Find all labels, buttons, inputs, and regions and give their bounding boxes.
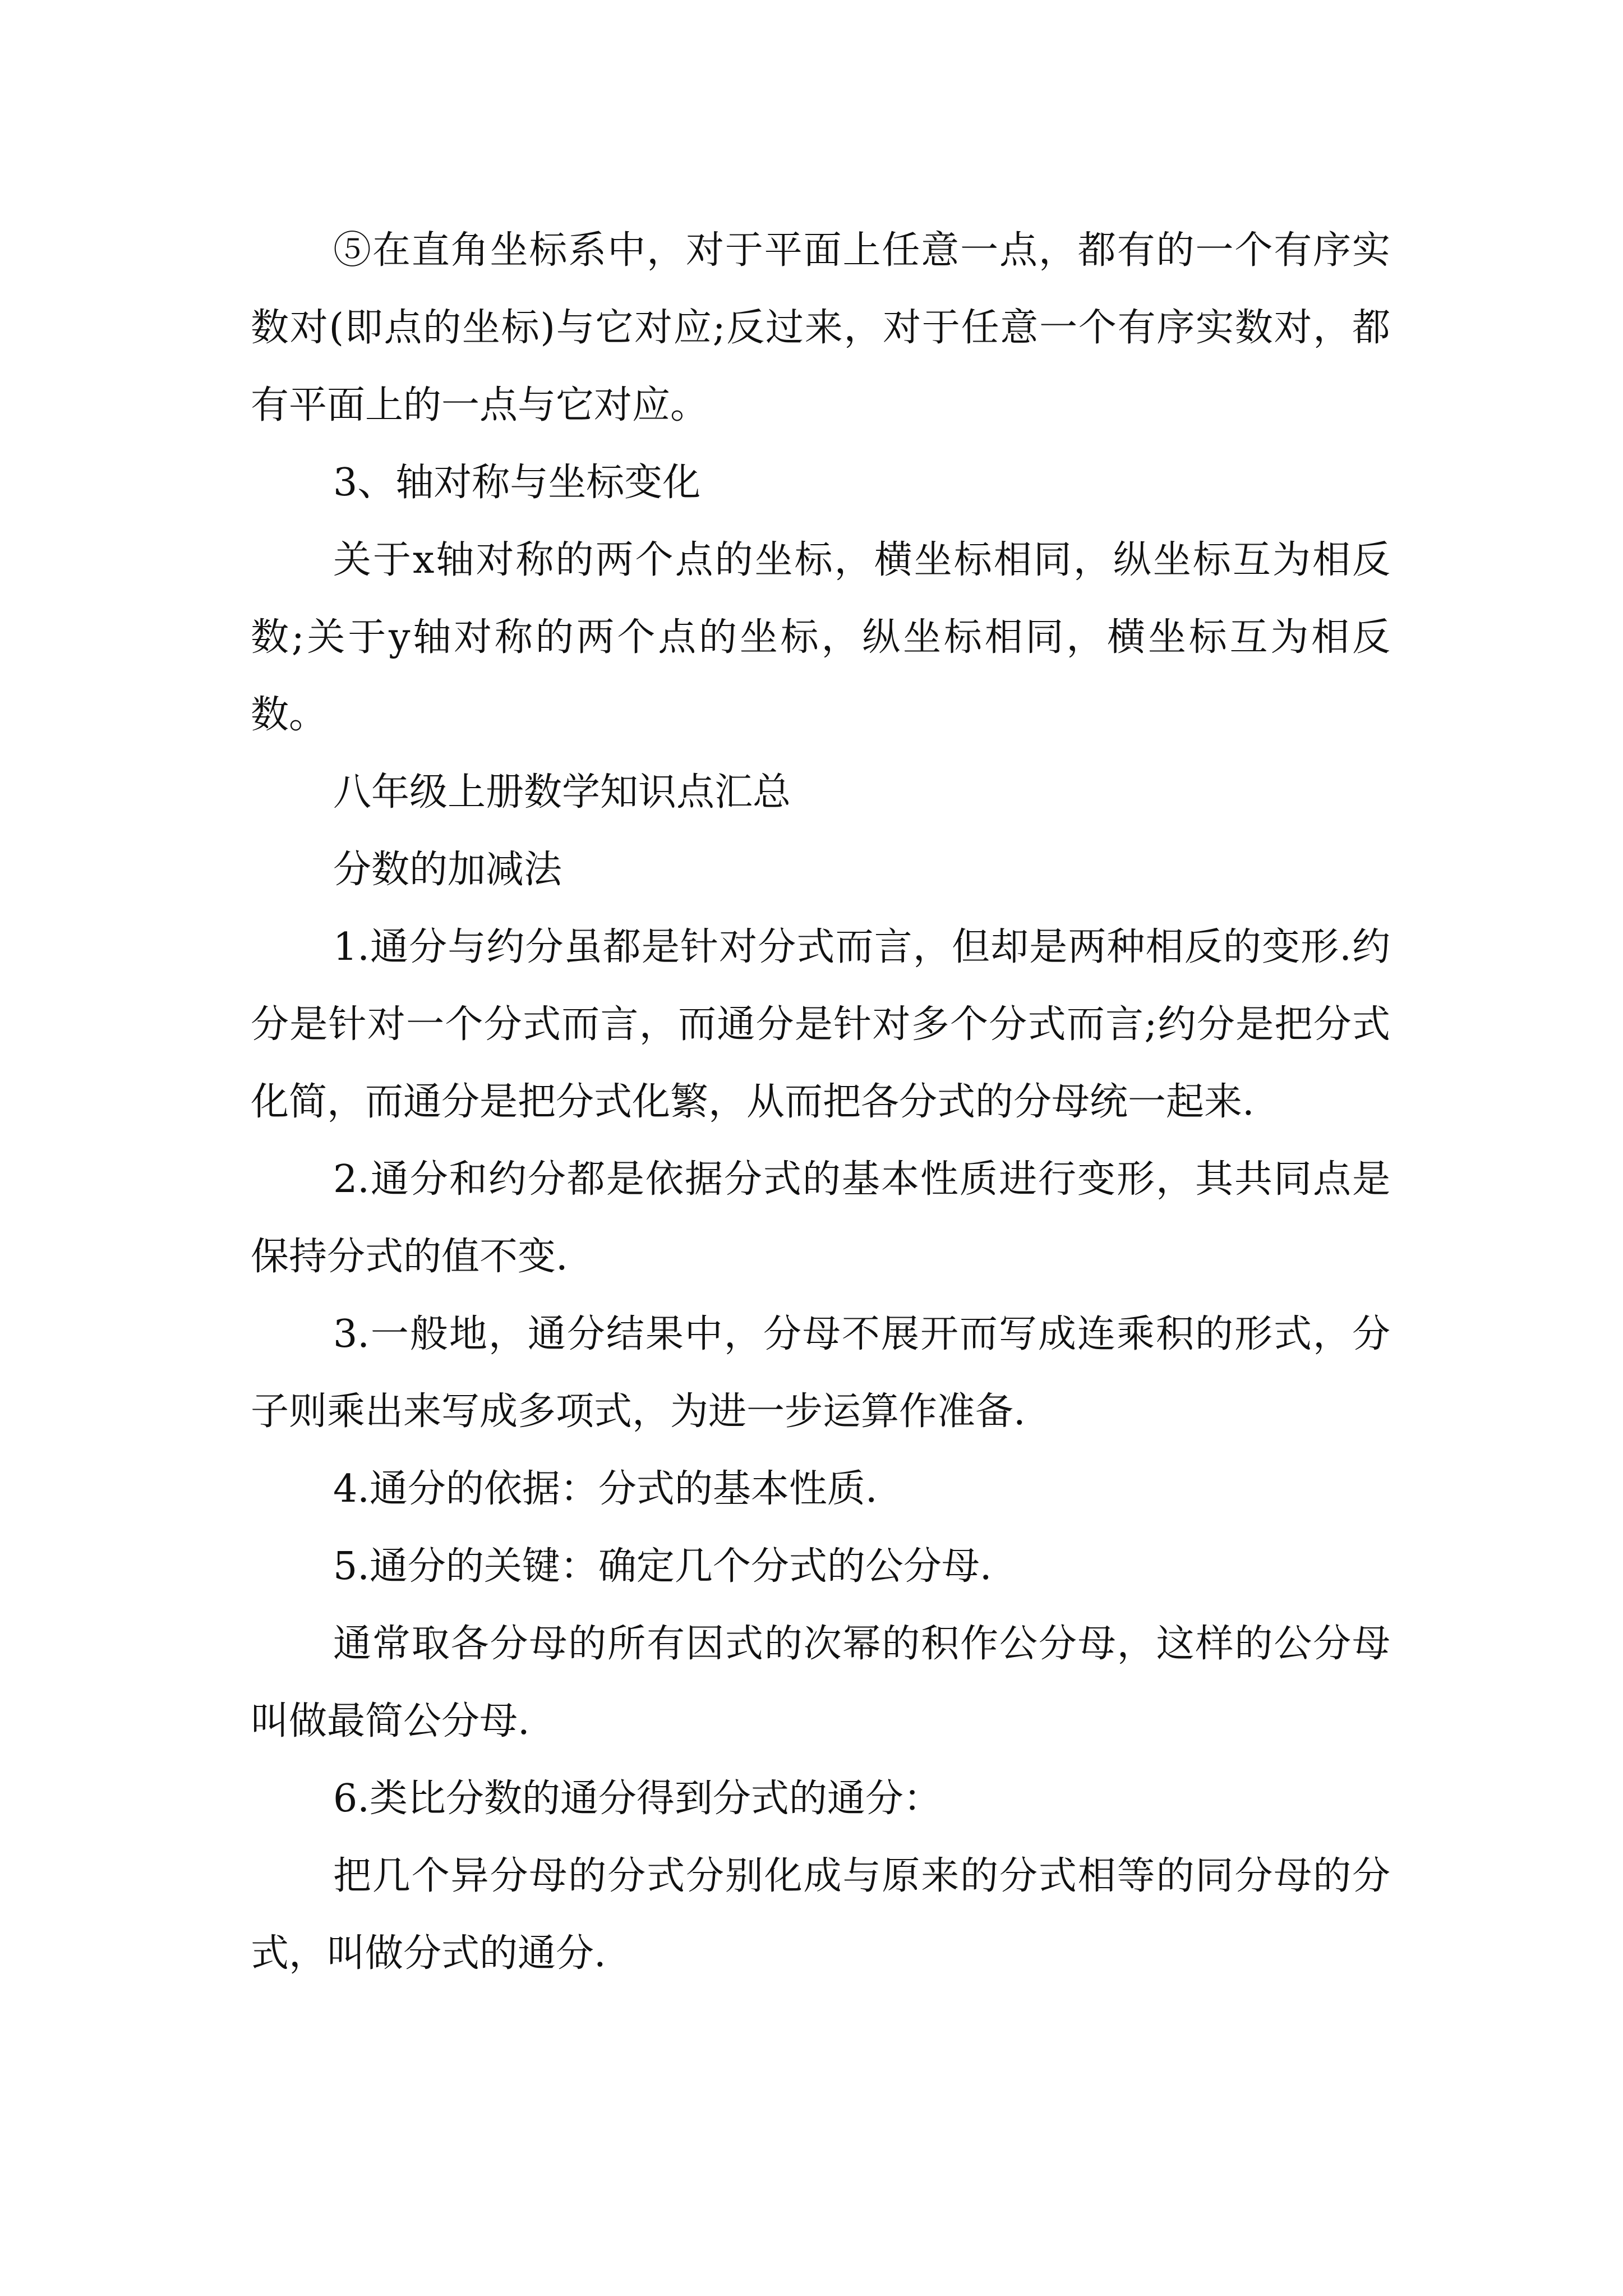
paragraph-item-5: 5.通分的关键：确定几个分式的公分母. xyxy=(333,1544,992,1589)
paragraph-item-6: 6.类比分数的通分得到分式的通分： xyxy=(333,1777,942,1821)
heading-axis-symmetry: 3、轴对称与坐标变化 xyxy=(333,461,701,505)
paragraph-item-4: 4.通分的依据：分式的基本性质. xyxy=(333,1467,878,1511)
paragraph-axis-symmetry: 关于x轴对称的两个点的坐标，横坐标相同，纵坐标互为相反数;关于y轴对称的两个点的坐标，纵坐标相同，横坐标互为相反数。 xyxy=(251,538,1390,737)
heading-grade8-summary: 八年级上册数学知识点汇总 xyxy=(333,770,791,815)
paragraph-coordinate-correspondence: ⑤在直角坐标系中，对于平面上任意一点，都有的一个有序实数对(即点的坐标)与它对应;反过来，对于任意一个有序实数对，都有平面上的一点与它对应。 xyxy=(251,228,1390,427)
paragraph-item-1: 1.通分与约分虽都是针对分式而言，但却是两种相反的变形.约分是针对一个分式而言，而通分是针对多个分式而言;约分是把分式化简，而通分是把分式化繁，从而把各分式的分母统一起来. xyxy=(251,925,1390,1124)
paragraph-item-3: 3.一般地，通分结果中，分母不展开而写成连乘积的形式，分子则乘出来写成多项式，为进一步运算作准备. xyxy=(251,1312,1390,1434)
document-body xyxy=(251,212,1390,1993)
paragraph-item-2: 2.通分和约分都是依据分式的基本性质进行变形，其共同点是保持分式的值不变. xyxy=(251,1157,1390,1279)
paragraph-common-denominator: 通常取各分母的所有因式的次幂的积作公分母，这样的公分母叫做最简公分母. xyxy=(251,1622,1390,1743)
heading-fraction-addition: 分数的加减法 xyxy=(333,848,562,892)
paragraph-definition: 把几个异分母的分式分别化成与原来的分式相等的同分母的分式，叫做分式的通分. xyxy=(251,1854,1390,1976)
